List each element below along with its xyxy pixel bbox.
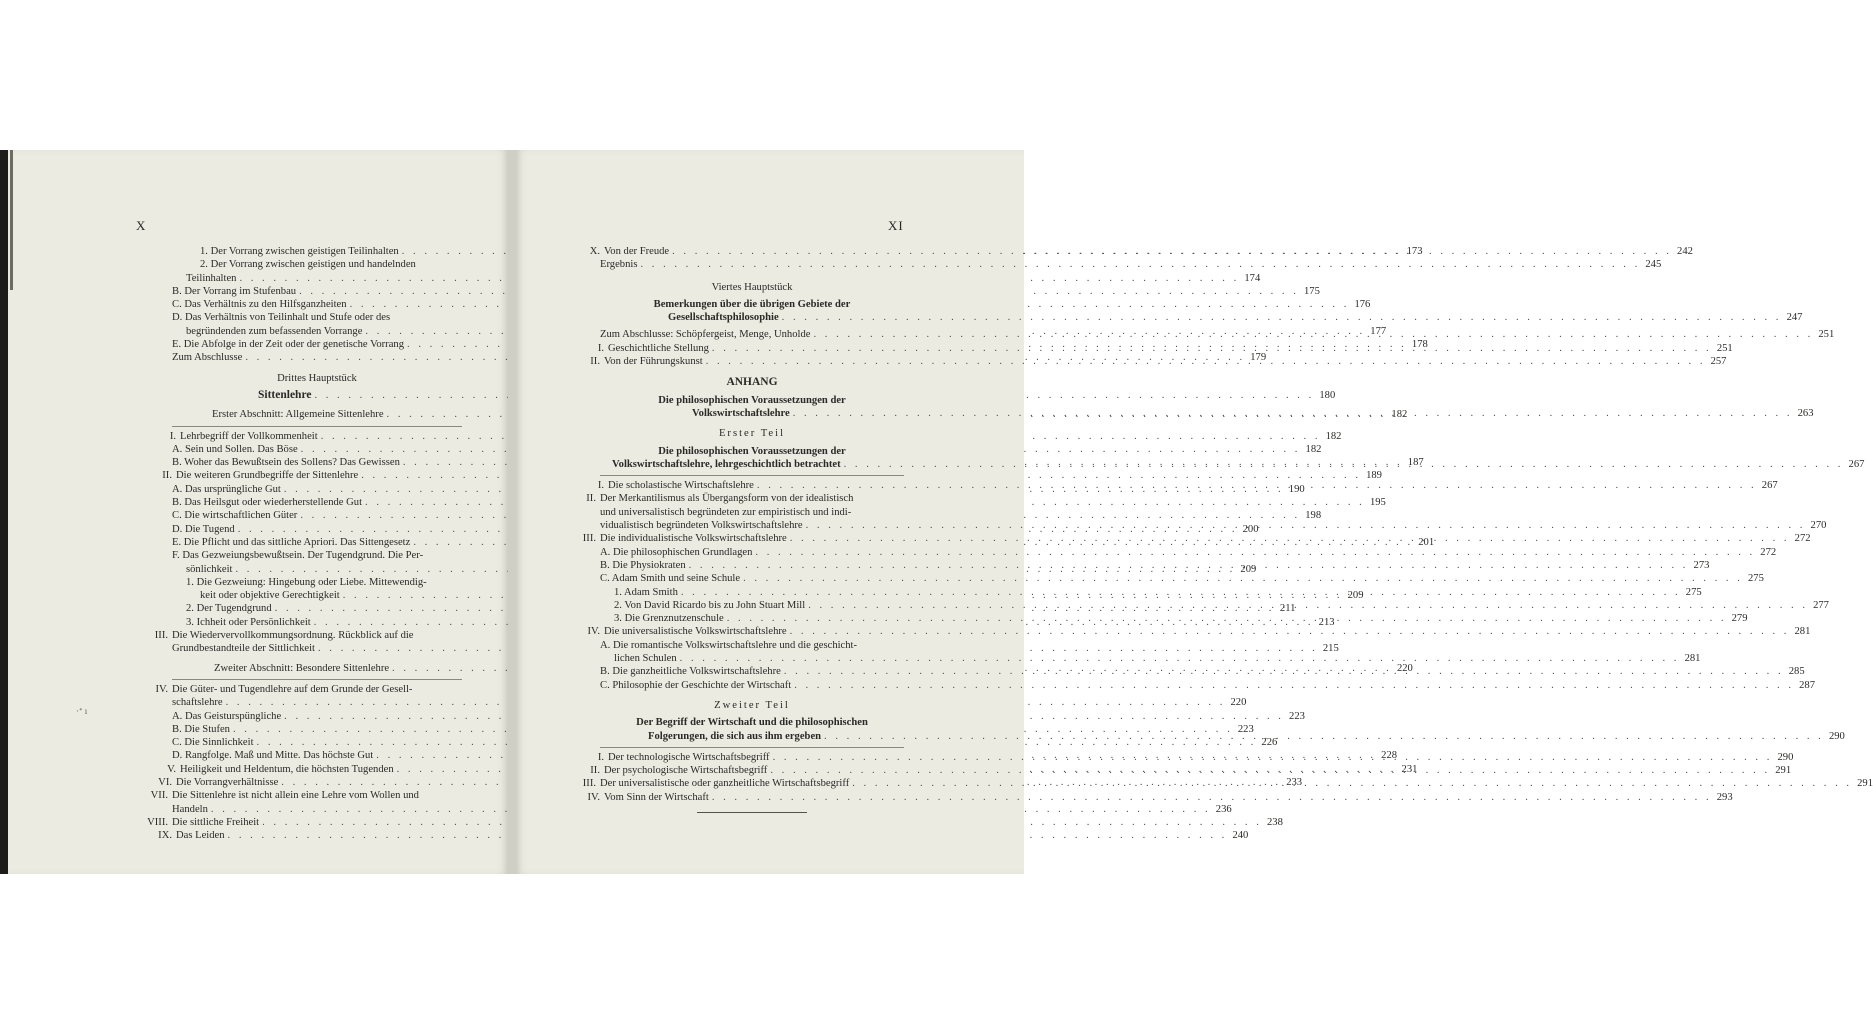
toc-entry-line: 2. Der Vorrang zwischen geistigen und handelnden	[200, 259, 416, 271]
toc-entry: 2. Der Tugendgrund . . . 211	[172, 602, 462, 615]
toc-entry: B. Das Heilsgut oder wiederherstellende Gut . . . 195	[172, 496, 462, 509]
toc-entry: C. Die Sinnlichkeit . . . 226	[172, 736, 462, 749]
teil-heading: Zweiter Teil	[714, 699, 790, 711]
book-spread	[0, 150, 1873, 874]
toc-entry: D. Die Tugend . . . 200	[172, 523, 462, 536]
toc-entry: IV. Vom Sinn der Wirtschaft . . . 293	[582, 791, 904, 804]
toc-entry: A. Das Geisturspüngliche . . . 223	[172, 710, 462, 723]
toc-entry: vidualistisch begründeten Volkswirtschaftslehre . . . 270	[600, 519, 904, 532]
toc-entry-line: F. Das Gezweiungsbewußtsein. Der Tugendgrund. Die Per-	[172, 550, 424, 562]
teil-heading: Erster Teil	[718, 428, 786, 440]
toc-entry: E. Die Pflicht und das sittliche Apriori. Das Sittengesetz . . . 201	[172, 536, 462, 549]
toc-entry: IX. Das Leiden . . . 240	[154, 829, 462, 842]
toc-entry: II. Von der Führungskunst . . . 257	[582, 355, 904, 368]
toc-entry: keit oder objektive Gerechtigkeit . . . 209	[172, 589, 462, 602]
toc-entry: X. Von der Freude . . . 242	[582, 245, 904, 258]
toc-entry: C. Die wirtschaftlichen Güter . . . 198	[172, 509, 462, 522]
toc-entry: B. Woher das Bewußtsein des Sollens? Das Gewissen . . . 187	[172, 456, 462, 469]
toc-entry: B. Die Physiokraten . . . 273	[600, 559, 904, 572]
page-number-right: XI	[888, 218, 904, 233]
toc-entry: II. Der psychologische Wirtschaftsbegriff . . . 291	[582, 764, 904, 777]
toc-entry: II. Die weiteren Grundbegriffe der Sittenlehre . . . 189	[154, 469, 462, 482]
teil-title-line: Die philosophischen Voraussetzungen der	[658, 445, 846, 457]
page-edge	[0, 150, 8, 874]
toc-entry: Handeln . . . 236	[172, 803, 462, 816]
toc-entry-line: A. Die romantische Volkswirtschaftslehre und die geschicht-	[600, 639, 858, 651]
chapter-title-line: Bemerkungen über die übrigen Gebiete der	[653, 298, 851, 310]
toc-entry: C. Das Verhältnis zu den Hilfsganzheiten . . . 176	[172, 298, 462, 311]
toc-entry: A. Sein und Sollen. Das Böse . . . 182	[172, 443, 462, 456]
toc-entry: 3. Die Grenznutzenschule . . . 279	[600, 612, 904, 625]
toc-entry: IV. Die universalistische Volkswirtschaftslehre . . . 281	[582, 625, 904, 638]
toc-entry: V. Heiligkeit und Heldentum, die höchsten Tugenden . . . 231	[158, 763, 462, 776]
toc-entry: Ergebnis . . . 245	[600, 258, 904, 271]
toc-entry: Grundbestandteile der Sittlichkeit . . . 215	[172, 642, 462, 655]
toc-entry-line: III. Die Wiedervervollkommungsordnung. Rückblick auf die	[154, 630, 414, 642]
toc-entry: I. Die scholastische Wirtschaftslehre . . . 267	[586, 479, 904, 492]
page-number-left: X	[136, 218, 147, 233]
toc-entry-line: IV. Die Güter- und Tugendlehre auf dem Grunde der Gesell-	[155, 683, 413, 695]
toc-entry: 2. Von David Ricardo bis zu John Stuart Mill . . . 277	[600, 599, 904, 612]
divider	[172, 426, 462, 427]
section-title: Zweiter Abschnitt: Besondere Sittenlehre . . . 220	[214, 662, 462, 675]
toc-entry-line: 1. Die Gezweiung: Hingebung oder Liebe. Mittewendig-	[186, 576, 427, 588]
toc-entry-line: VII. Die Sittenlehre ist nicht allein eine Lehre vom Wollen und	[150, 790, 419, 802]
toc-entry: A. Das ursprüngliche Gut . . . 190	[172, 483, 462, 496]
anhang-heading: ANHANG	[726, 376, 778, 389]
divider	[600, 475, 904, 476]
book-gutter	[508, 150, 516, 874]
toc-entry: sönlichkeit . . . 209	[172, 563, 462, 576]
toc-entry: B. Der Vorrang im Stufenbau . . . 175	[172, 285, 462, 298]
toc-entry: Zum Abschlusse: Schöpfergeist, Menge, Unholde . . . 251	[600, 328, 904, 341]
section-heading: Drittes Hauptstück	[277, 372, 357, 384]
divider	[172, 679, 462, 680]
toc-entry: E. Die Abfolge in der Zeit oder der genetische Vorrang . . . 178	[172, 338, 462, 351]
toc-entry: I. Geschichtliche Stellung . . . 251	[586, 342, 904, 355]
toc-entry-line: II. Der Merkantilismus als Übergangsform von der idealistisch	[586, 493, 854, 505]
end-rule	[697, 812, 807, 813]
margin-mark: ·ᐩ ı	[76, 706, 88, 716]
toc-entry: 3. Ichheit oder Persönlichkeit . . . 213	[172, 616, 462, 629]
toc-entry: VIII. Die sittliche Freiheit . . . 238	[142, 816, 462, 829]
toc-entry: begründenden zum befassenden Vorrange . . . 177	[172, 325, 462, 338]
toc-entry: Zum Abschlusse . . . 179	[172, 351, 462, 364]
toc-entry: VI. Die Vorrangverhältnisse . . . 233	[154, 776, 462, 789]
toc-entry: 1. Der Vorrang zwischen geistigen Teilinhalten . . . 173	[172, 245, 462, 258]
toc-entry: lichen Schulen . . . 281	[600, 652, 904, 665]
chapter-title: Sittenlehre . . . 180	[258, 389, 462, 402]
toc-entry: 1. Adam Smith . . . 275	[600, 586, 904, 599]
page-edge-inner	[10, 150, 13, 290]
section-title: Erster Abschnitt: Allgemeine Sittenlehre . . . 182	[212, 408, 462, 421]
toc-entry: C. Philosophie der Geschichte der Wirtschaft . . . 287	[600, 679, 904, 692]
divider	[600, 747, 904, 748]
toc-entry: I. Lehrbegriff der Vollkommenheit . . . 182	[158, 430, 462, 443]
section-heading: Viertes Hauptstück	[711, 281, 793, 293]
anhang-title-line: Die philosophischen Voraussetzungen der	[658, 394, 846, 406]
toc-entry: B. Die ganzheitliche Volkswirtschaftslehre . . . 285	[600, 665, 904, 678]
toc-entry-line: und universalistisch begründeten zur empiristisch und indi-	[600, 506, 852, 518]
toc-entry-line: D. Das Verhältnis von Teilinhalt und Stufe oder des	[172, 312, 391, 324]
toc-entry: schaftslehre . . . 220	[172, 696, 462, 709]
toc-entry: D. Rangfolge. Maß und Mitte. Das höchste Gut . . . 228	[172, 749, 462, 762]
teil-title: Folgerungen, die sich aus ihm ergeben . . . 290	[648, 730, 904, 743]
chapter-title: Gesellschaftsphilosophie . . . 247	[668, 311, 904, 324]
toc-entry: I. Der technologische Wirtschaftsbegriff . . . 290	[586, 751, 904, 764]
toc-entry: Teilinhalten . . . 174	[172, 272, 462, 285]
toc-entry: A. Die philosophischen Grundlagen . . . 272	[600, 546, 904, 559]
toc-entry: III. Der universalistische oder ganzheitliche Wirtschaftsbegriff . . . 291	[578, 777, 904, 790]
toc-entry: C. Adam Smith und seine Schule . . . 275	[600, 572, 904, 585]
anhang-title: Volkswirtschaftslehre . . . 263	[692, 407, 904, 420]
toc-entry: III. Die individualistische Volkswirtschaftslehre . . . 272	[578, 532, 904, 545]
teil-title: Volkswirtschaftslehre, lehrgeschichtlich betrachtet . . . 267	[612, 458, 904, 471]
teil-title-line: Der Begriff der Wirtschaft und die philosophischen	[636, 717, 868, 729]
toc-entry: B. Die Stufen . . . 223	[172, 723, 462, 736]
